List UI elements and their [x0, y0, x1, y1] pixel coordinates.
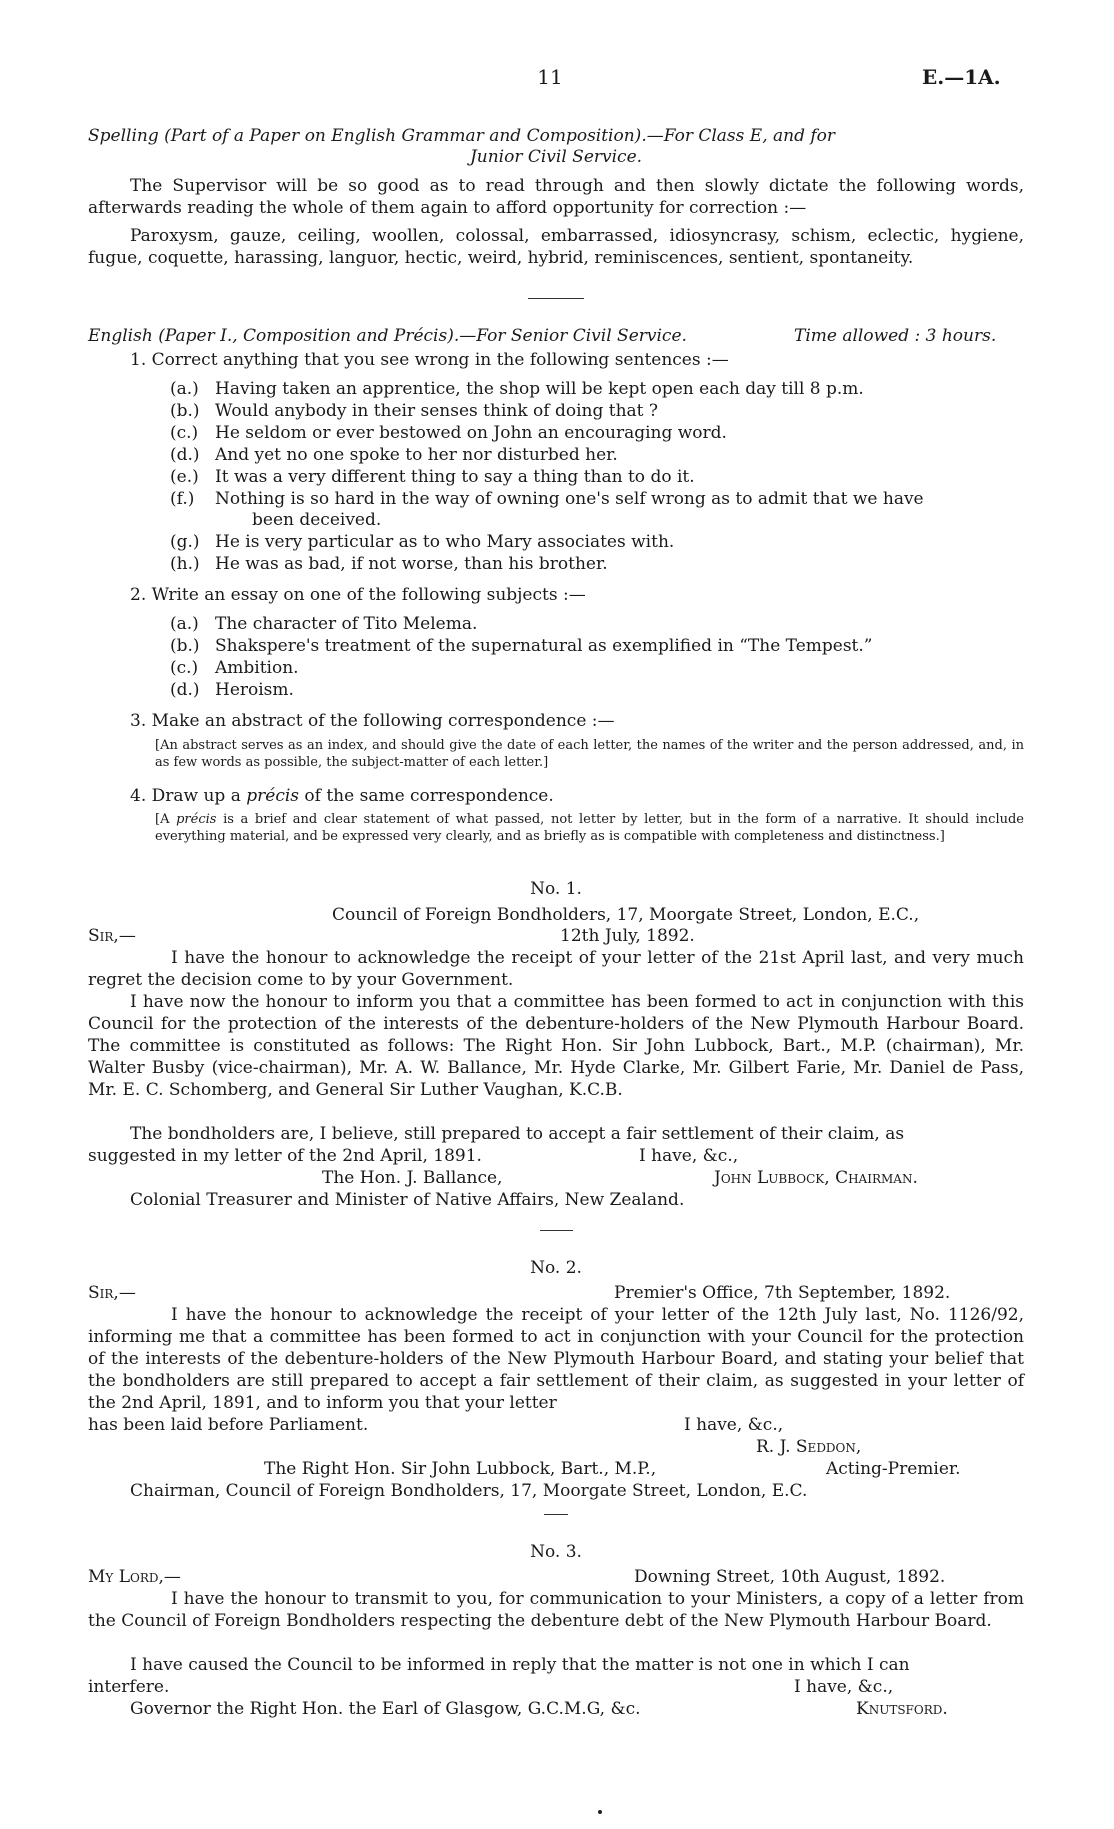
q1-sentence-f-continued: been deceived.: [252, 510, 382, 530]
q2-subject-b: Shakspere's treatment of the supernatural as exemplified in “The Tempest.”: [215, 636, 873, 656]
question-3-note: [An abstract serves as an index, and should give the date of each letter, the names of the writer and the person addressed, and, in as few words as possible, the subject-matter of each letter.]: [155, 738, 1024, 770]
q1-sentence-h: He was as bad, if not worse, than his brother.: [215, 554, 608, 574]
time-allowed: Time allowed : 3 hours.: [794, 326, 997, 346]
spelling-heading-continued: Junior Civil Service.: [469, 147, 643, 167]
q2-label-a: (a.): [170, 614, 199, 634]
question-4-note-open: [A: [155, 812, 177, 827]
question-4-prefix: 4. Draw up a: [130, 786, 247, 806]
q2-label-b: (b.): [170, 636, 200, 656]
letter-3-signature: Knutsford.: [856, 1699, 948, 1719]
spelling-instructions: The Supervisor will be so good as to read through and then slowly dictate the following words, afterwards reading the whole of them again to afford opportunity for correction :—: [88, 176, 1024, 218]
english-heading: English (Paper I., Composition and Précis).—For Senior Civil Service.: [88, 326, 687, 346]
q2-label-c: (c.): [170, 658, 199, 678]
q2-label-d: (d.): [170, 680, 200, 700]
q1-sentence-d: And yet no one spoke to her nor disturbed her.: [215, 445, 618, 465]
section-divider: [544, 1514, 568, 1515]
letter-3-paragraph-1: I have the honour to transmit to you, for communication to your Ministers, a copy of a letter from the Council of Foreign Bondholders respecting the debenture debt of the New Plymouth Harbour Board.: [88, 1589, 1024, 1631]
letter-1-addressee: The Hon. J. Ballance,: [322, 1168, 503, 1188]
q2-subject-d: Heroism.: [215, 680, 294, 700]
question-4-note: [155, 811, 1024, 845]
letter-3-paragraph-2: I have caused the Council to be informed in reply that the matter is not one in which I can: [130, 1655, 910, 1675]
letter-2-number: No. 2.: [530, 1258, 582, 1278]
letter-1-address: Council of Foreign Bondholders, 17, Moorgate Street, London, E.C.,: [332, 905, 920, 925]
page-number: 11: [537, 65, 563, 89]
q1-sentence-f: Nothing is so hard in the way of owning one's self wrong as to admit that we have: [215, 489, 924, 509]
letter-2-addressee-title: Chairman, Council of Foreign Bondholders, 17, Moorgate Street, London, E.C.: [130, 1481, 808, 1501]
q1-sentence-g: He is very particular as to who Mary associates with.: [215, 532, 675, 552]
letter-1-paragraph-3-continued: suggested in my letter of the 2nd April, 1891.: [88, 1146, 482, 1166]
letter-2-closing: I have, &c.,: [684, 1415, 784, 1435]
letter-2-signatory-title: Acting-Premier.: [826, 1459, 961, 1479]
question-4-precis: précis: [246, 786, 300, 806]
section-divider: [540, 1230, 573, 1231]
letter-3-addressee: Governor the Right Hon. the Earl of Glasgow, G.C.M.G, &c.: [130, 1699, 641, 1719]
q1-sentence-a: Having taken an apprentice, the shop will be kept open each day till 8 p.m.: [215, 379, 864, 399]
q1-label-c: (c.): [170, 423, 199, 443]
letter-2-salutation: Sir,—: [88, 1283, 136, 1303]
letter-1-addressee-title: Colonial Treasurer and Minister of Native Affairs, New Zealand.: [130, 1190, 685, 1210]
print-mark: [598, 1810, 602, 1814]
question-2: 2. Write an essay on one of the following subjects :—: [130, 585, 586, 605]
question-4-note-text: is a brief and clear statement of what passed, not letter by letter, but in the form of a narrative. It should include everything material, and be expressed very clearly, and as briefly as is compatible with completeness and distinctness.]: [155, 812, 1024, 844]
q1-label-g: (g.): [170, 532, 200, 552]
q1-label-e: (e.): [170, 467, 199, 487]
spelling-word-list: Paroxysm, gauze, ceiling, woollen, colossal, embarrassed, idiosyncrasy, schism, eclectic, hygiene, fugue, coquette, harassing, languor, hectic, weird, hybrid, reminiscences, sentient, spontaneity.: [88, 226, 1024, 268]
q1-label-b: (b.): [170, 401, 200, 421]
letter-2-signature: R. J. Seddon,: [756, 1437, 862, 1457]
letter-3-date: Downing Street, 10th August, 1892.: [634, 1567, 946, 1587]
question-1: 1. Correct anything that you see wrong in the following sentences :—: [130, 350, 729, 370]
letter-3-number: No. 3.: [530, 1542, 582, 1562]
q1-sentence-e: It was a very different thing to say a thing than to do it.: [215, 467, 695, 487]
letter-1-salutation: Sir,—: [88, 926, 136, 946]
letter-1-date: 12th July, 1892.: [560, 926, 695, 946]
letter-2-body: I have the honour to acknowledge the receipt of your letter of the 12th July last, No. 1126/92, informing me that a committee has been formed to act in conjunction with your Council for the protection of the interests of the debenture-holders of the New Plymouth Harbour Board, and stating your belief that the bondholders are still prepared to accept a fair settlement of their claim, as suggested in your letter of the 2nd April, 1891, and to inform you that your letter: [88, 1305, 1024, 1413]
letter-1-number: No. 1.: [530, 879, 582, 899]
letter-1-paragraph-3: The bondholders are, I believe, still prepared to accept a fair settlement of their claim, as: [130, 1124, 905, 1144]
letter-1-paragraph-2: I have now the honour to inform you that a committee has been formed to act in conjunction with this Council for the protection of the interests of the debenture-holders of the New Plymouth Harbour Board. The committee is constituted as follows: The Right Hon. Sir John Lubbock, Bart., M.P. (chairman), Mr. Walter Busby (vice-chairman), Mr. A. W. Ballance, Mr. Hyde Clarke, Mr. Gilbert Farie, Mr. Daniel de Pass, Mr. E. C. Schomberg, and General Sir Luther Vaughan, K.C.B.: [88, 992, 1024, 1100]
letter-1-signature: John Lubbock, Chairman.: [714, 1168, 918, 1188]
question-3: 3. Make an abstract of the following correspondence :—: [130, 711, 615, 731]
document-reference: E.—1A.: [922, 65, 1001, 89]
q2-subject-c: Ambition.: [215, 658, 299, 678]
letter-1-closing: I have, &c.,: [639, 1146, 739, 1166]
spelling-heading: Spelling (Part of a Paper on English Grammar and Composition).—For Class E, and for: [88, 126, 836, 146]
letter-3-closing: I have, &c.,: [794, 1677, 894, 1697]
q1-label-d: (d.): [170, 445, 200, 465]
question-4-suffix: of the same correspondence.: [299, 786, 554, 806]
letter-2-addressee: The Right Hon. Sir John Lubbock, Bart., M.P.,: [264, 1459, 657, 1479]
letter-3-salutation: My Lord,—: [88, 1567, 181, 1587]
question-4-note-precis: précis: [176, 812, 217, 827]
letter-3-paragraph-2-continued: interfere.: [88, 1677, 170, 1697]
letter-2-body-last-line: has been laid before Parliament.: [88, 1415, 369, 1435]
q1-sentence-b: Would anybody in their senses think of doing that ?: [215, 401, 659, 421]
section-divider: [528, 298, 584, 299]
q1-label-f: (f.): [170, 489, 195, 509]
q1-label-a: (a.): [170, 379, 199, 399]
q1-sentence-c: He seldom or ever bestowed on John an encouraging word.: [215, 423, 727, 443]
q2-subject-a: The character of Tito Melema.: [215, 614, 478, 634]
letter-2-date: Premier's Office, 7th September, 1892.: [614, 1283, 951, 1303]
letter-1-paragraph-1: I have the honour to acknowledge the receipt of your letter of the 21st April last, and very much regret the decision come to by your Government.: [88, 948, 1024, 990]
q1-label-h: (h.): [170, 554, 200, 574]
question-4: [130, 785, 554, 807]
